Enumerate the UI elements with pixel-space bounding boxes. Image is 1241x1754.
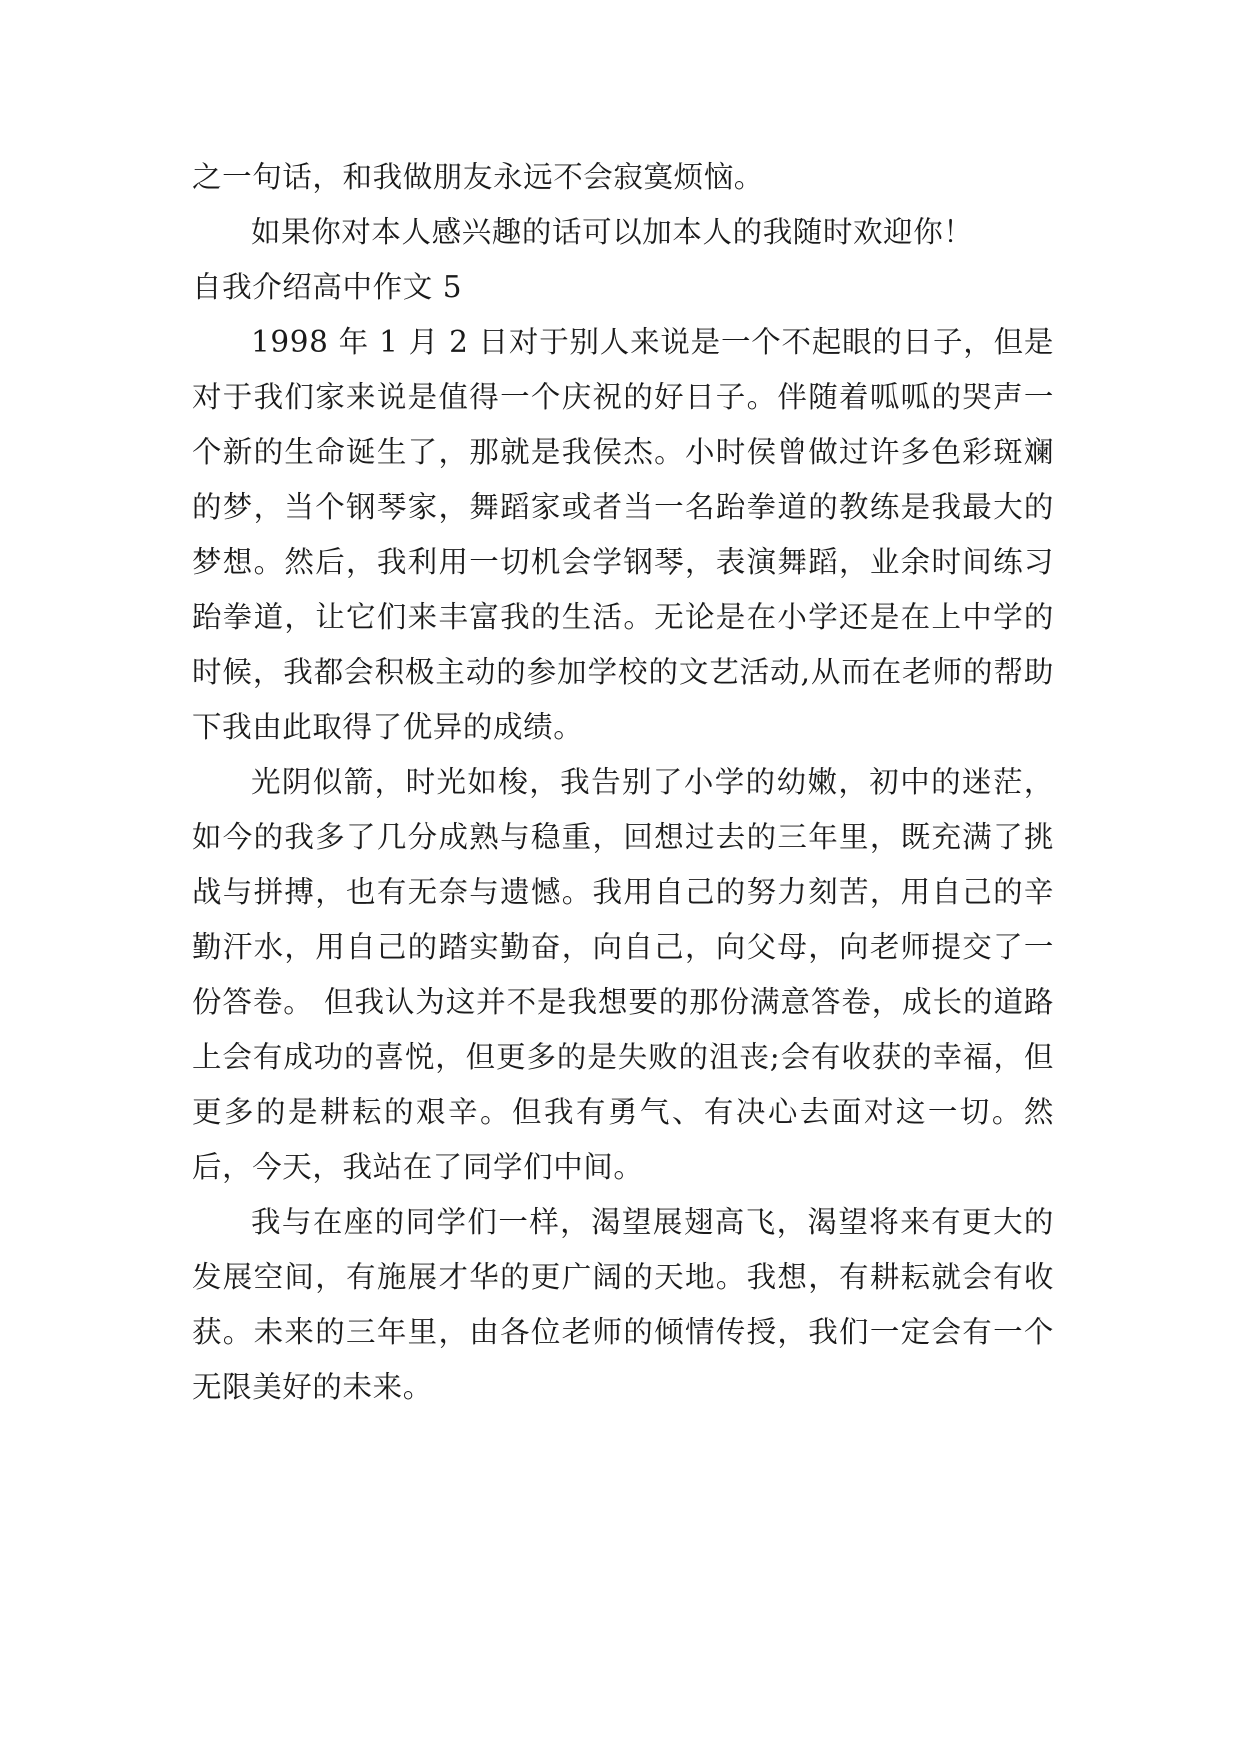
section-heading: 自我介绍高中作文 5 — [192, 270, 463, 304]
paragraph-invitation: 如果你对本人感兴趣的话可以加本人的我随时欢迎你！ — [251, 215, 974, 249]
paragraph-continuation: 之一句话，和我做朋友永远不会寂寞烦恼。 — [192, 160, 764, 194]
paragraph-future: 我与在座的同学们一样，渴望展翅高飞，渴望将来有更大的发展空间，有施展才华的更广阔的天地。我想，有耕耘就会有收获。未来的三年里，由各位老师的倾情传授，我们一定会有一个无限美好的未来。 — [192, 1205, 1054, 1404]
paragraph-growth: 光阴似箭，时光如梭，我告别了小学的幼嫩，初中的迷茫，如今的我多了几分成熟与稳重，回想过去的三年里，既充满了挑战与拼搏，也有无奈与遗憾。我用自己的努力刻苦，用自己的辛勤汗水，用自己的踏实勤奋，向自己，向父母，向老师提交了一份答卷。 但我认为这并不是我想要的那份满意答卷，成长的道路上会有成功的喜悦，但更多的是失败的沮丧;会有收获的幸福，但更多的是耕耘的艰辛。但我有勇气、有决心去面对这一切。然后，今天，我站在了同学们中间。 — [192, 765, 1054, 1184]
document-body — [192, 150, 1054, 1415]
paragraph-birth: 1998 年 1 月 2 日对于别人来说是一个不起眼的日子，但是对于我们家来说是值得一个庆祝的好日子。伴随着呱呱的哭声一个新的生命诞生了，那就是我侯杰。小时侯曾做过许多色彩斑斓的梦，当个钢琴家，舞蹈家或者当一名跆拳道的教练是我最大的梦想。然后，我利用一切机会学钢琴，表演舞蹈，业余时间练习跆拳道，让它们来丰富我的生活。无论是在小学还是在上中学的时候，我都会积极主动的参加学校的文艺活动,从而在老师的帮助下我由此取得了优异的成绩。 — [192, 325, 1054, 744]
